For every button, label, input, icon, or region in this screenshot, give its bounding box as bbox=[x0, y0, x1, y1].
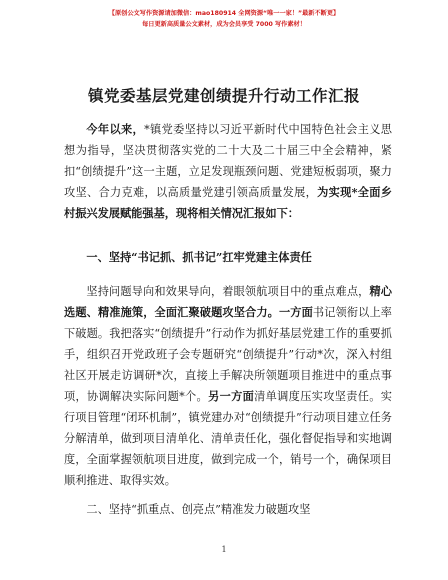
section-1-text-d: 另一方面 bbox=[208, 389, 255, 403]
document-title: 镇党委基层党建创绩提升行动工作汇报 bbox=[87, 86, 360, 105]
page-number: 1 bbox=[221, 545, 227, 554]
promo-banner-line-2: 每日更新高质量公文素材，成为会员享受 7000 写作素材！ bbox=[142, 21, 306, 28]
intro-lead: 今年以来， bbox=[86, 122, 145, 136]
section-1-heading-block bbox=[64, 247, 392, 268]
section-1-text-a: 坚持问题导向和效果导向，着眼领航项目中的重点难点， bbox=[86, 285, 370, 298]
section-1-text-e: 清单调度压实攻坚责任。实行项目管理“闭环机制”，镇党建办对“创绩提升”行动项目建立任务分解清单，做到项目清单化、清单责任化，强化督促指导和实地调度，全面掌握领航项目进度，做到完成一个，销号一个，确保项目顺利推进、取得实效。 bbox=[64, 390, 392, 487]
section-2-heading: 二、坚持“抓重点、创亮点”精准发力破题攻坚 bbox=[86, 503, 311, 516]
section-1-paragraph-block bbox=[64, 281, 392, 491]
section-2-heading-block bbox=[64, 499, 392, 520]
intro-paragraph-block bbox=[64, 119, 392, 224]
intro-paragraph bbox=[64, 119, 392, 224]
section-1-heading: 一、坚持“书记抓、抓书记”扛牢党建主体责任 bbox=[86, 250, 312, 264]
intro-tail: 为实现*全面乡村振兴发展赋能强基，现将相关情况汇报如下： bbox=[64, 185, 392, 220]
section-1-paragraph bbox=[64, 281, 392, 491]
promo-banner-line-1: 【原创公文写作资源请加微信：mao180914 全网资源“唯一一家！”最新不断更】 bbox=[108, 10, 340, 17]
section-1-text-c: 书记领衔以上率下破题。我把落实“创绩提升”行动作为抓好基层党建工作的重要抓手，组织召开党政班子会专题研究“创绩提升”行动*次，深入村组社区开展走访调研*次，直接上手解决所领题项目推进中的重点事项，协调解决实际问题*个。 bbox=[64, 306, 392, 403]
section-1-text-b: 精心选题、精准施策，全面汇聚破题攻坚合力。一方面 bbox=[64, 284, 392, 319]
intro-text: *镇党委坚持以习近平新时代中国特色社会主义思想为指导，坚决贯彻落实党的二十大及二十届三中全会精神，紧扣“创绩提升”这一主题，立足发现瓶颈问题、党建短板弱项，聚力攻坚、合力克难，以高质量党建引领高质量发展， bbox=[64, 123, 392, 199]
